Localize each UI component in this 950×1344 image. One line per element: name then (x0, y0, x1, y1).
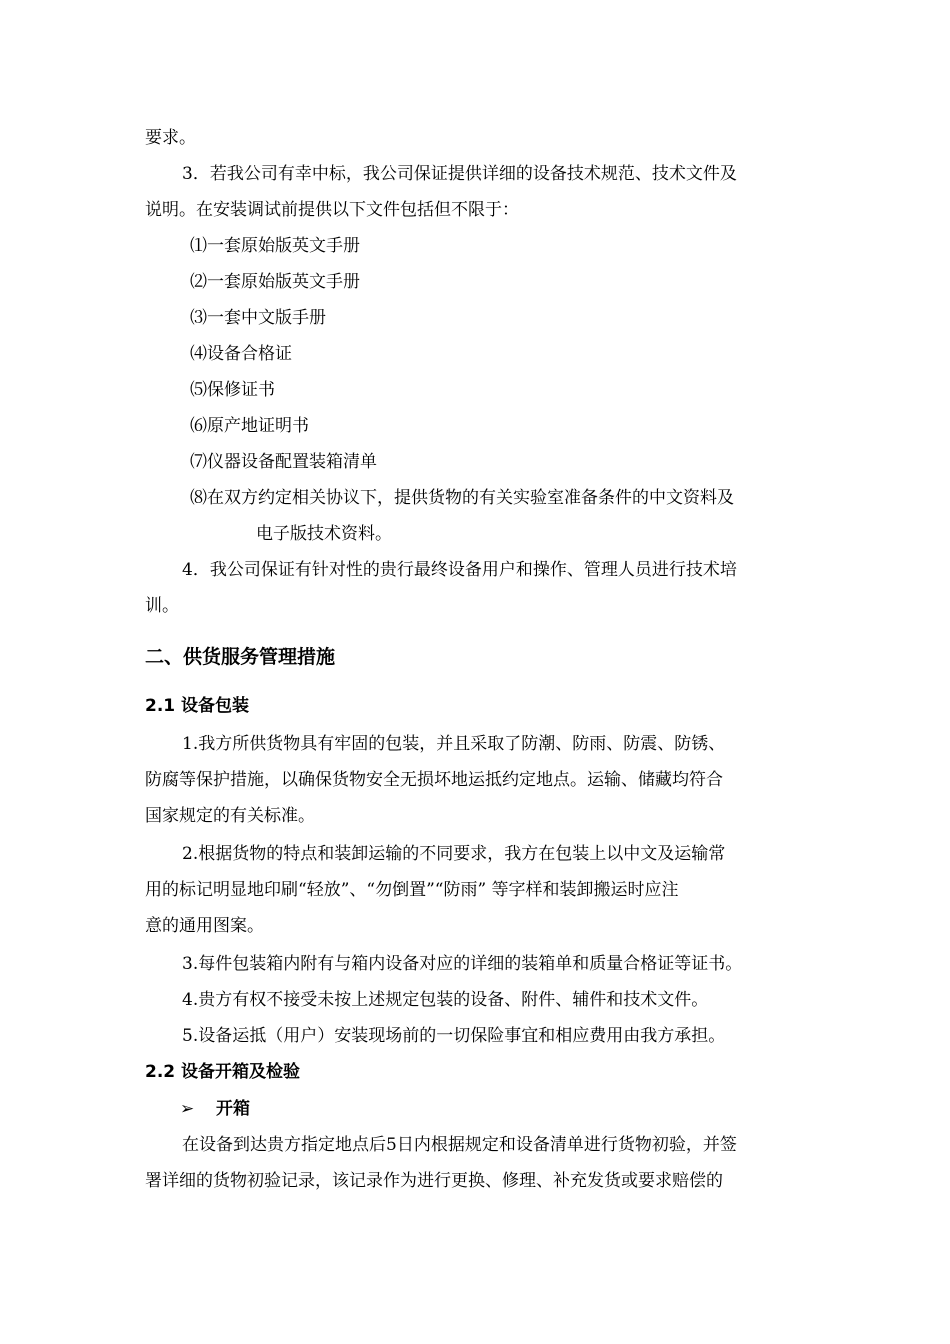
list-item: ⑷设备合格证 (190, 344, 292, 364)
subsection-heading: 2.1 设备包装 (145, 696, 250, 716)
list-item: ⑸保修证书 (190, 380, 275, 400)
paragraph-line: 2.根据货物的特点和装卸运输的不同要求，我方在包装上以中文及运输常 (182, 844, 726, 864)
paragraph-line: 在设备到达贵方指定地点后5日内根据规定和设备清单进行货物初验，并签 (182, 1135, 737, 1155)
paragraph-line: 要求。 (145, 128, 196, 148)
bullet-heading (180, 1097, 250, 1121)
paragraph-line: 训。 (145, 596, 179, 616)
arrow-bullet-icon: ➢ (180, 1099, 195, 1119)
paragraph-line: 4.贵方有权不接受未按上述规定包装的设备、附件、辅件和技术文件。 (182, 990, 709, 1010)
paragraph-line: 4．我公司保证有针对性的贵行最终设备用户和操作、管理人员进行技术培 (182, 560, 737, 580)
paragraph-line: 国家规定的有关标准。 (145, 806, 315, 826)
subsection-heading: 2.2 设备开箱及检验 (145, 1062, 301, 1082)
list-item: ⑻在双方约定相关协议下，提供货物的有关实验室准备条件的中文资料及 (190, 488, 734, 508)
list-item: ⑵一套原始版英文手册 (190, 272, 360, 292)
paragraph-line: 3.每件包装箱内附有与箱内设备对应的详细的装箱单和质量合格证等证书。 (182, 954, 743, 974)
list-item: ⑺仪器设备配置装箱清单 (190, 452, 377, 472)
paragraph-line: 意的通用图案。 (145, 916, 264, 936)
list-item: ⑹原产地证明书 (190, 416, 309, 436)
bullet-label: 开箱 (216, 1099, 250, 1119)
paragraph-line: 说明。在安装调试前提供以下文件包括但不限于： (145, 200, 519, 220)
section-heading: 二、供货服务管理措施 (145, 646, 336, 668)
list-item: ⑴一套原始版英文手册 (190, 236, 360, 256)
paragraph-line: 5.设备运抵（用户）安装现场前的一切保险事宜和相应费用由我方承担。 (182, 1026, 726, 1046)
paragraph-line: 用的标记明显地印刷“轻放”、“勿倒置”“防雨” 等字样和装卸搬运时应注 (145, 880, 679, 900)
paragraph-line: 3．若我公司有幸中标，我公司保证提供详细的设备技术规范、技术文件及 (182, 164, 737, 184)
paragraph-line: 1.我方所供货物具有牢固的包装，并且采取了防潮、防雨、防震、防锈、 (182, 734, 726, 754)
paragraph-line: 署详细的货物初验记录，该记录作为进行更换、修理、补充发货或要求赔偿的 (145, 1171, 723, 1191)
list-item-continuation: 电子版技术资料。 (256, 524, 392, 544)
paragraph-line: 防腐等保护措施，以确保货物安全无损坏地运抵约定地点。运输、储藏均符合 (145, 770, 723, 790)
list-item: ⑶一套中文版手册 (190, 308, 326, 328)
